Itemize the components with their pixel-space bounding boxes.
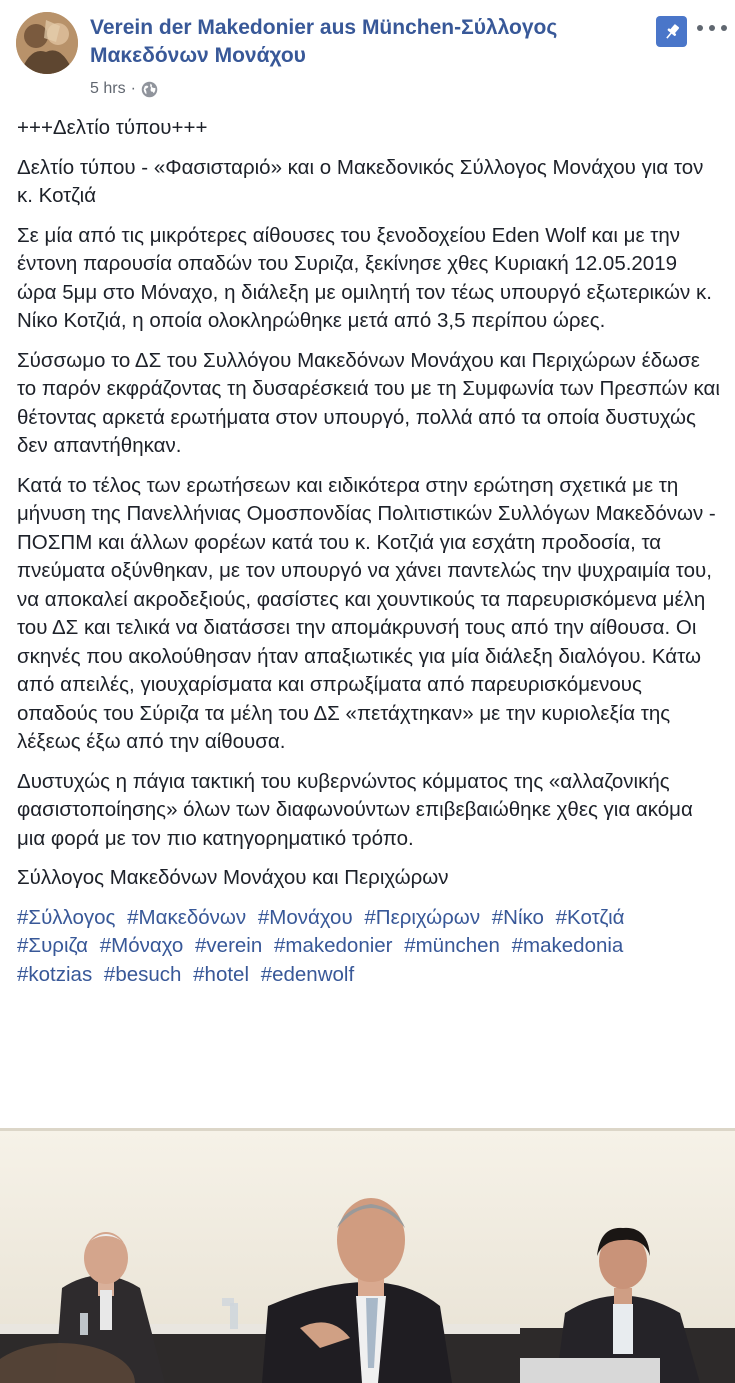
meta-separator: · (130, 80, 136, 97)
hashtag-link[interactable]: #Περιχώρων (364, 905, 481, 929)
post-paragraph: Δελτίο τύπου - «Φασισταριό» και ο Μακεδονικός Σύλλογος Μονάχου για τον κ. Κοτζιά (17, 155, 704, 207)
hashtag-link[interactable]: #Συριζα (17, 934, 89, 957)
avatar-image (16, 12, 78, 74)
hashtag-link[interactable]: #makedonier (273, 934, 393, 957)
page-name-link[interactable]: Verein der Makedonier aus München-Σύλλογος Μακεδόνων Μονάχου (90, 16, 558, 67)
hashtag-link[interactable]: #Μόναχο (99, 934, 184, 957)
post-paragraph: Σύσσωμο το ΔΣ του Συλλόγου Μακεδόνων Μονάχου και Περιχώρων έδωσε το παρόν εκφράζοντας τη δυσαρέσκειά του με τη Συμφωνία των Πρεσπών και θέτοντας αρκετά ερωτήματα στον υπουργό, πολλά από τα οποία δυστυχώς δεν απαντήθηκαν. (17, 348, 720, 457)
post-text (17, 114, 722, 1000)
more-dot (721, 25, 727, 31)
hashtag-link[interactable]: #verein (195, 934, 263, 957)
hashtag-link[interactable]: #hotel (193, 962, 249, 986)
hashtag-link[interactable]: #Μονάχου (257, 905, 353, 929)
hashtag-link[interactable]: #Σύλλογος (17, 905, 116, 929)
post-paragraph: Σε μία από τις μικρότερες αίθουσες του ξενοδοχείου Eden Wolf και με την έντονη παρουσία οπαδών του Συριζα, ξεκίνησε χθες Κυριακή 12.05.2019 ώρα 5μμ στο Μόναχο, η διάλεξη με ομιλητή τον τέως υπουργό εξωτερικών κ. Νίκο Κοτζιά, η οποία ολοκληρώθηκε μετά από 3,5 περίπου ώρες. (17, 223, 712, 332)
post-paragraph: +++Δελτίο τύπου+++ (17, 116, 208, 139)
hashtag-link[interactable]: #Κοτζιά (555, 905, 625, 929)
post-paragraph: Σύλλογος Μακεδόνων Μονάχου και Περιχώρων (17, 866, 449, 889)
hashtag-link[interactable]: #edenwolf (260, 962, 355, 986)
post-timestamp[interactable]: 5 hrs (90, 80, 126, 97)
hashtag-link[interactable]: #kotzias (17, 962, 93, 986)
more-dot (709, 25, 715, 31)
hashtag-list (17, 904, 722, 990)
post-paragraph: Δυστυχώς η πάγια τακτική του κυβερνώντος κόμματος της «αλλαζονικής φασιστοποίησης» όλων των διαφωνούντων επιβεβαιώθηκε χθες για ακόμα μια φορά με τον πιο κατηγορηματικό τρόπο. (17, 769, 693, 850)
hashtag-link[interactable]: #besuch (103, 962, 182, 986)
hashtag-link[interactable]: #makedonia (511, 934, 624, 957)
photo-image (0, 1128, 735, 1383)
pin-button[interactable] (656, 16, 687, 47)
hashtag-link[interactable]: #Νίκο (491, 905, 544, 929)
post-meta (90, 79, 158, 99)
page-avatar[interactable] (16, 12, 78, 74)
post-header (0, 0, 735, 110)
hashtag-link[interactable]: #münchen (404, 934, 500, 957)
post-photo[interactable] (0, 1128, 735, 1383)
more-options-button[interactable] (697, 18, 727, 38)
hashtag-link[interactable]: #Μακεδόνων (127, 905, 247, 929)
pin-icon (662, 22, 682, 42)
post-paragraph: Κατά το τέλος των ερωτήσεων και ειδικότερα στην ερώτηση σχετικά με τη μήνυση της Πανελλήνιας Ομοσπονδίας Πολιτιστικών Συλλόγων Μακεδόνων - ΠΟΣΠΜ και άλλων φορέων κατά του κ. Κοτζιά για εσχάτη προδοσία, τα πνεύματα οξύνθηκαν, με τον υπουργό να χάνει παντελώς την ψυχραιμία του, να αποκαλεί ακροδεξιούς, φασίστες και χουντικούς τα παρευρισκόμενα μέλη του ΔΣ και τελικά να διατάσσει την απομάκρυνσή τους από την αίθουσα. Οι σκηνές που ακολούθησαν ήταν απαξιωτικές για μία διάλεξη διαλόγου. Κάτω από απειλές, γιουχαρίσματα και σπρωξίματα από παρευρισκόμενους οπαδούς του Σύριζα τα μέλη του ΔΣ «πετάχτηκαν» με την κυριολεξία της λέξεως έξω από την αίθουσα. (17, 473, 716, 753)
more-options-icon (697, 25, 703, 31)
globe-icon[interactable] (141, 81, 158, 98)
